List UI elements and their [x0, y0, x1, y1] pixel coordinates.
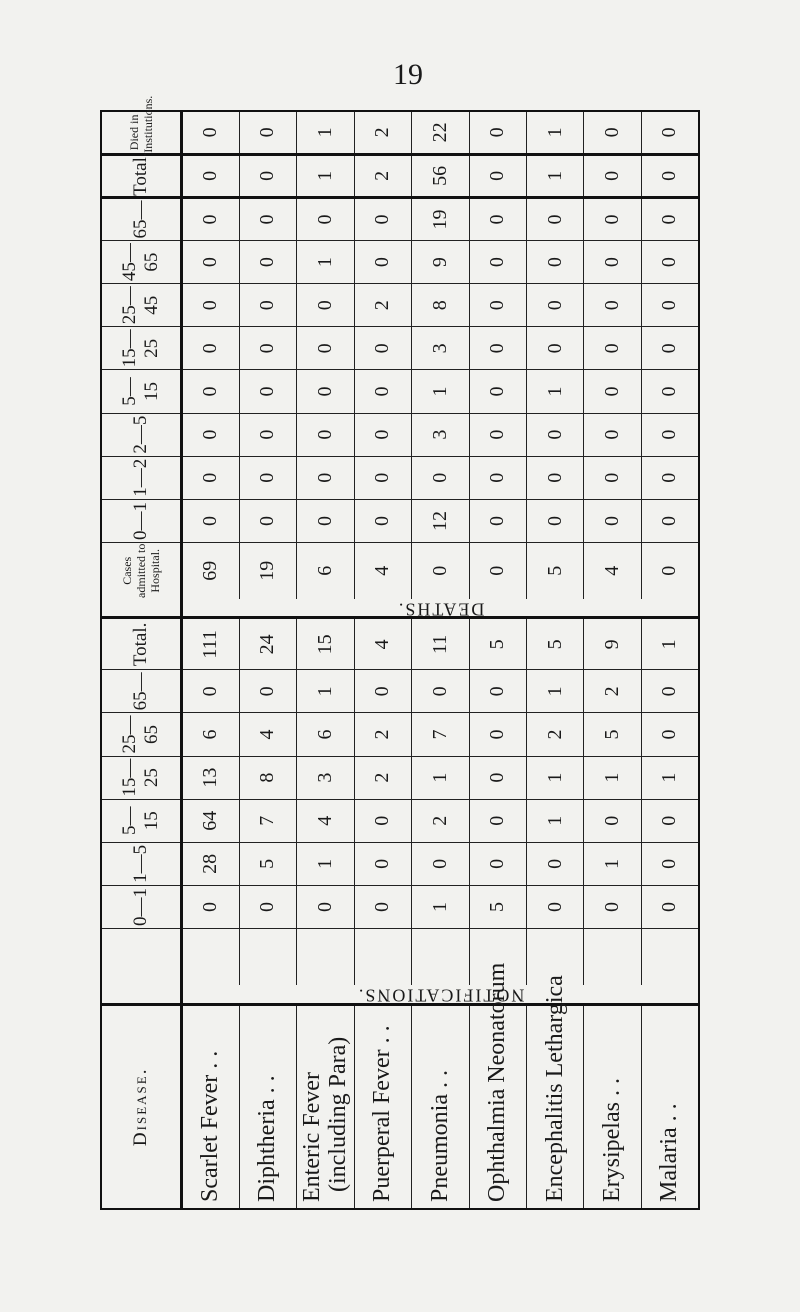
- deaths-total-value: 0: [584, 154, 641, 197]
- death-age-7: 65—: [101, 197, 182, 240]
- death-value: 0: [182, 499, 239, 542]
- hospital-value: 4: [354, 543, 411, 599]
- hospital-header: Cases admitted to Hospital.: [120, 543, 163, 598]
- hospital-value: 69: [182, 543, 239, 599]
- notif-value: 2: [412, 799, 469, 842]
- notif-value: 1: [297, 670, 354, 713]
- notif-total-value: 9: [584, 618, 641, 670]
- death-value: 0: [354, 413, 411, 456]
- notif-value: 0: [469, 670, 526, 713]
- death-value: 0: [297, 284, 354, 327]
- notif-value: 1: [641, 756, 699, 799]
- notif-value: 0: [354, 842, 411, 885]
- notif-age-5: 65—: [101, 670, 182, 713]
- deaths-total-value: 1: [526, 154, 583, 197]
- notif-value: 2: [584, 670, 641, 713]
- notif-value: 7: [239, 799, 296, 842]
- notif-value: 0: [641, 842, 699, 885]
- death-value: 2: [354, 284, 411, 327]
- notif-value: 2: [354, 713, 411, 756]
- disease-name: Erysipelas . .: [599, 1078, 626, 1202]
- notif-value: 0: [469, 713, 526, 756]
- notif-value: 0: [526, 842, 583, 885]
- notif-value: 3: [297, 756, 354, 799]
- notif-value: 0: [469, 756, 526, 799]
- disease-name: Puerperal Fever . .: [369, 1025, 396, 1202]
- death-value: 0: [469, 241, 526, 284]
- table-row: [412, 111, 469, 1209]
- death-value: 0: [239, 413, 296, 456]
- death-value: 0: [239, 499, 296, 542]
- notif-age-0: 0—1: [101, 885, 182, 928]
- notif-total-value: 24: [239, 618, 296, 670]
- notif-value: 0: [469, 799, 526, 842]
- disease-name-cell: [297, 1004, 354, 1209]
- hospital-value: 5: [526, 543, 583, 599]
- death-value: 0: [354, 370, 411, 413]
- deaths-total-value: 1: [297, 154, 354, 197]
- notif-value: 0: [297, 885, 354, 928]
- notifications-spacer: [584, 929, 641, 985]
- notif-total-value: 1: [641, 618, 699, 670]
- death-value: 0: [354, 327, 411, 370]
- death-value: 0: [641, 413, 699, 456]
- hospital-value: 0: [412, 543, 469, 599]
- rotated-table-container: [100, 95, 700, 1210]
- death-age-2: 2—5: [101, 413, 182, 456]
- death-value: 0: [584, 370, 641, 413]
- died-in-institutions-value: 0: [182, 111, 239, 154]
- death-age-6: 45—65: [101, 241, 182, 284]
- death-value: 0: [469, 499, 526, 542]
- notif-value: 1: [526, 670, 583, 713]
- death-value: 0: [584, 197, 641, 240]
- death-value: 0: [297, 327, 354, 370]
- death-value: 0: [584, 327, 641, 370]
- notif-total-value: 5: [469, 618, 526, 670]
- died-in-institutions-value: 22: [412, 111, 469, 154]
- death-value: 0: [182, 456, 239, 499]
- deaths-total-value: 2: [354, 154, 411, 197]
- died-in-institutions-value: 0: [239, 111, 296, 154]
- died-in-institutions-value: 0: [584, 111, 641, 154]
- table-row: [469, 111, 526, 1209]
- death-age-1: 1—2: [101, 456, 182, 499]
- death-value: 0: [297, 370, 354, 413]
- death-value: 0: [239, 370, 296, 413]
- death-value: 0: [239, 241, 296, 284]
- death-value: 0: [239, 327, 296, 370]
- disease-name: Scarlet Fever . .: [197, 1050, 224, 1202]
- notifications-spacer: [182, 929, 239, 985]
- death-value: 0: [182, 327, 239, 370]
- notif-value: 1: [526, 799, 583, 842]
- death-value: 0: [641, 499, 699, 542]
- death-value: 0: [526, 241, 583, 284]
- table-row: [526, 111, 583, 1209]
- hospital-value: 0: [469, 543, 526, 599]
- disease-name: Malaria . .: [656, 1103, 683, 1202]
- death-value: 0: [641, 456, 699, 499]
- died-in-institutions-value: 0: [641, 111, 699, 154]
- table-body: [101, 95, 699, 1209]
- disease-statistics-table: [100, 95, 700, 1210]
- died-in-institutions-value: 0: [469, 111, 526, 154]
- notif-total-value: 5: [526, 618, 583, 670]
- notif-value: 0: [239, 885, 296, 928]
- deaths-total-value: 0: [641, 154, 699, 197]
- deaths-total-header: Total.: [101, 154, 182, 197]
- death-value: 0: [584, 284, 641, 327]
- notif-value: 6: [297, 713, 354, 756]
- notif-value: 0: [526, 885, 583, 928]
- death-value: 0: [584, 456, 641, 499]
- death-value: 0: [297, 413, 354, 456]
- death-age-0: 0—1: [101, 499, 182, 542]
- death-value: 0: [239, 456, 296, 499]
- death-value: 0: [526, 499, 583, 542]
- death-value: 0: [526, 413, 583, 456]
- death-value: 0: [239, 284, 296, 327]
- notif-value: 6: [182, 713, 239, 756]
- notifications-spacer: [297, 929, 354, 985]
- died-in-institutions-header: Died in Institutions.: [101, 111, 182, 154]
- deaths-total-value: 56: [412, 154, 469, 197]
- notif-value: 2: [354, 756, 411, 799]
- death-value: 0: [297, 197, 354, 240]
- notif-value: 2: [526, 713, 583, 756]
- table-row: [584, 111, 641, 1209]
- deaths-total-value: 0: [182, 154, 239, 197]
- notif-value: 1: [584, 842, 641, 885]
- notif-value: 8: [239, 756, 296, 799]
- death-age-3: 5—15: [101, 370, 182, 413]
- notif-value: 5: [239, 842, 296, 885]
- death-value: 0: [412, 456, 469, 499]
- death-value: 0: [182, 370, 239, 413]
- notif-value: 1: [412, 885, 469, 928]
- death-value: 0: [526, 456, 583, 499]
- death-value: 0: [182, 241, 239, 284]
- disease-name-cell: [354, 1004, 411, 1209]
- notif-value: 0: [641, 670, 699, 713]
- death-value: 0: [469, 327, 526, 370]
- disease-name-cell: [469, 962, 526, 1209]
- notif-total-value: 11: [412, 618, 469, 670]
- hospital-value: 6: [297, 543, 354, 599]
- death-value: 0: [526, 327, 583, 370]
- hospital-value: 4: [584, 543, 641, 599]
- table-row: [239, 111, 296, 1209]
- death-value: 0: [469, 456, 526, 499]
- death-value: 0: [469, 284, 526, 327]
- death-value: 0: [354, 499, 411, 542]
- notif-value: 5: [584, 713, 641, 756]
- disease-name: Encephalitis Lethargica: [541, 975, 568, 1202]
- notifications-group-label-vertical: NOTIFICATIONS.: [182, 985, 699, 1004]
- disease-name: Enteric Fever: [299, 1072, 326, 1202]
- table-row: [641, 111, 699, 1209]
- notif-value: 64: [182, 799, 239, 842]
- death-value: 1: [297, 241, 354, 284]
- death-value: 0: [584, 499, 641, 542]
- death-value: 0: [182, 197, 239, 240]
- deaths-total-value: 0: [239, 154, 296, 197]
- hospital-value: 19: [239, 543, 296, 599]
- disease-name-cell: [526, 975, 583, 1209]
- disease-name-cell: [584, 1004, 641, 1209]
- death-value: 0: [469, 413, 526, 456]
- death-value: 0: [297, 456, 354, 499]
- deaths-total-value: 0: [469, 154, 526, 197]
- death-value: 0: [526, 197, 583, 240]
- notif-value: 0: [354, 799, 411, 842]
- notif-value: 0: [584, 799, 641, 842]
- death-age-5: 25—45: [101, 284, 182, 327]
- death-value: 0: [584, 413, 641, 456]
- death-value: 12: [412, 499, 469, 542]
- notif-value: 28: [182, 842, 239, 885]
- died-in-institutions-value: 2: [354, 111, 411, 154]
- death-value: 1: [526, 370, 583, 413]
- notif-value: 0: [641, 885, 699, 928]
- notif-value: 4: [297, 799, 354, 842]
- notif-value: 0: [412, 670, 469, 713]
- notif-value: 4: [239, 713, 296, 756]
- died-in-institutions-value: 1: [297, 111, 354, 154]
- notif-value: 0: [354, 670, 411, 713]
- table-row: [297, 111, 354, 1209]
- death-value: 9: [412, 241, 469, 284]
- death-value: 0: [182, 284, 239, 327]
- notifications-group-label: [101, 985, 182, 1004]
- death-value: 0: [641, 197, 699, 240]
- death-value: 0: [354, 197, 411, 240]
- notif-value: 13: [182, 756, 239, 799]
- death-age-4: 15—25: [101, 327, 182, 370]
- notif-value: 0: [641, 799, 699, 842]
- death-value: 1: [412, 370, 469, 413]
- notif-age-4: 25—65: [101, 713, 182, 756]
- death-value: 8: [412, 284, 469, 327]
- disease-name-cell: [182, 1004, 239, 1209]
- notif-age-2: 5—15: [101, 799, 182, 842]
- notif-total-value: 15: [297, 618, 354, 670]
- death-value: 0: [641, 327, 699, 370]
- notif-value: 0: [182, 885, 239, 928]
- notif-value: 0: [412, 842, 469, 885]
- notif-value: 1: [526, 756, 583, 799]
- notif-total-value: 111: [182, 618, 239, 670]
- death-value: 3: [412, 413, 469, 456]
- death-value: 0: [354, 456, 411, 499]
- notif-value: 5: [469, 885, 526, 928]
- table-row: [354, 111, 411, 1209]
- death-value: 0: [239, 197, 296, 240]
- notif-value: 0: [182, 670, 239, 713]
- death-value: 0: [297, 499, 354, 542]
- notif-value: 1: [297, 842, 354, 885]
- disease-name-continued: (including Para): [325, 1036, 352, 1192]
- death-value: 0: [182, 413, 239, 456]
- notif-total-value: 4: [354, 618, 411, 670]
- death-value: 0: [641, 370, 699, 413]
- deaths-group-spacer: [101, 599, 182, 618]
- death-value: 19: [412, 197, 469, 240]
- death-value: 3: [412, 327, 469, 370]
- notif-total-header: Total.: [101, 618, 182, 670]
- notifications-header-spacer: [101, 929, 182, 985]
- disease-name: Ophthalmia Neonatorum: [484, 962, 511, 1202]
- notif-value: 0: [584, 885, 641, 928]
- disease-name-cell: [239, 1004, 296, 1209]
- disease-header: Disease.: [130, 1067, 152, 1147]
- death-value: 0: [641, 241, 699, 284]
- notifications-spacer: [239, 929, 296, 985]
- notif-value: 0: [239, 670, 296, 713]
- disease-name: Diphtheria . .: [254, 1075, 281, 1202]
- death-value: 0: [641, 284, 699, 327]
- notif-value: 1: [584, 756, 641, 799]
- disease-name-cell: [641, 1004, 699, 1209]
- disease-name-cell: [412, 1004, 469, 1209]
- notif-value: 0: [354, 885, 411, 928]
- death-value: 0: [469, 370, 526, 413]
- death-value: 0: [469, 197, 526, 240]
- hospital-value: 0: [641, 543, 699, 599]
- notif-age-1: 1—5: [101, 842, 182, 885]
- notifications-spacer: [354, 929, 411, 985]
- table-row: [182, 111, 239, 1209]
- notifications-spacer: [641, 929, 699, 985]
- death-value: 0: [584, 241, 641, 284]
- death-value: 0: [354, 241, 411, 284]
- notif-value: 0: [641, 713, 699, 756]
- notif-value: 1: [412, 756, 469, 799]
- page-number: 19: [393, 58, 423, 91]
- notifications-spacer: [412, 929, 469, 985]
- death-value: 0: [526, 284, 583, 327]
- disease-name: Pneumonia . .: [426, 1070, 453, 1202]
- notif-value: 7: [412, 713, 469, 756]
- notif-value: 0: [469, 842, 526, 885]
- header-row: [101, 111, 182, 1209]
- died-in-institutions-value: 1: [526, 111, 583, 154]
- deaths-group-label-vertical: DEATHS.: [182, 599, 699, 618]
- notif-age-3: 15—25: [101, 756, 182, 799]
